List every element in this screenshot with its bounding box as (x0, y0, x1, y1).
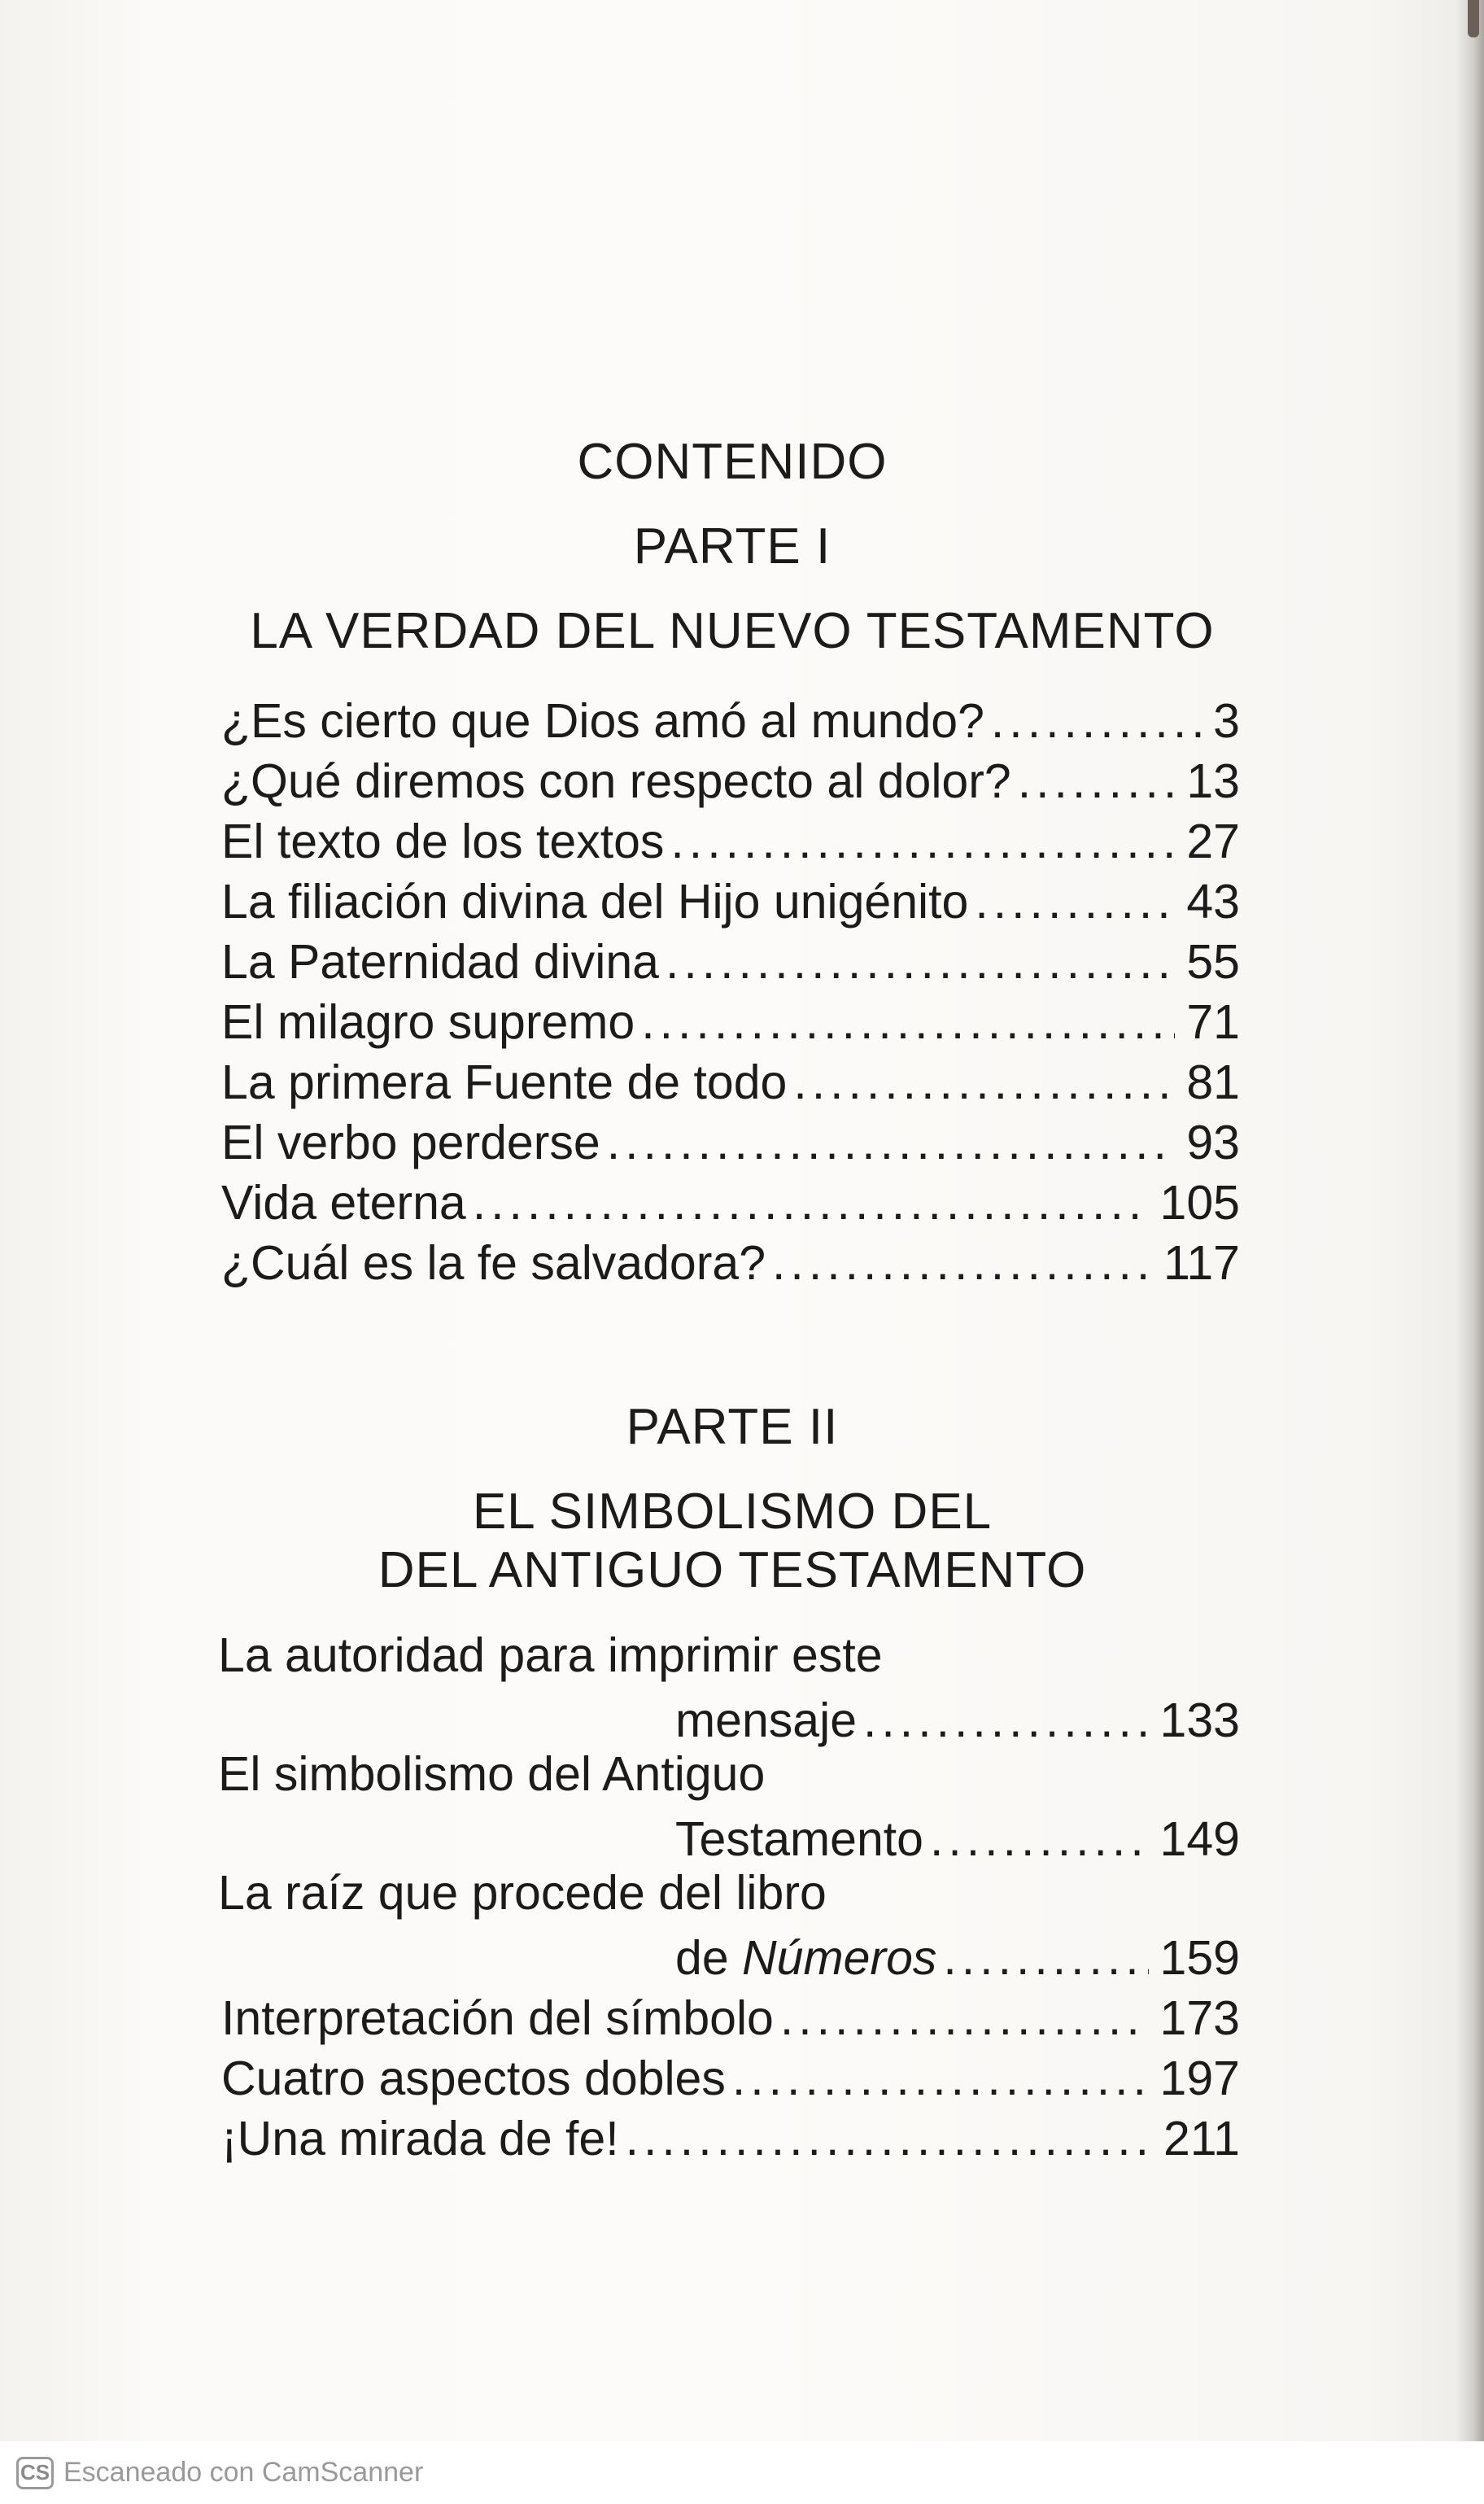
toc-entry-title: El milagro supremo (221, 995, 635, 1049)
toc-entry-page: 149 (1159, 1812, 1240, 1866)
toc-leader-dots (991, 693, 1202, 749)
toc-leader-dots (930, 1811, 1149, 1867)
scanner-watermark-text: Escaneado con CamScanner (63, 2457, 424, 2488)
toc-entry-page: 13 (1186, 754, 1240, 808)
toc-leader-dots (772, 1235, 1152, 1291)
toc-entry-title: Cuatro aspectos dobles (221, 2052, 726, 2105)
toc-entry-page: 211 (1163, 2112, 1240, 2165)
toc-entry-page: 197 (1159, 2052, 1240, 2105)
toc-entry-page: 105 (1159, 1176, 1240, 1230)
toc-leader-dots (626, 2111, 1152, 2166)
toc-entry-title: ¡Una mirada de fe! (221, 2112, 619, 2165)
toc-leader-dots (943, 1930, 1148, 1986)
toc-entry (221, 1807, 1240, 1867)
toc-entry-page: 55 (1186, 935, 1240, 989)
toc-entry (221, 2046, 1240, 2106)
toc-entry-page: 173 (1159, 1991, 1240, 2045)
toc-entry-page: 81 (1186, 1055, 1240, 1109)
toc-entry-title-line-2: mensaje (675, 1693, 858, 1747)
toc-entry-title: Vida eterna (221, 1176, 466, 1230)
toc-entry-title-line-1: La autoridad para imprimir este (218, 1628, 883, 1682)
toc-entry-title-line-1: El simbolismo del Antiguo (218, 1747, 766, 1801)
toc-entry-title: El texto de los textos (221, 815, 665, 868)
toc-leader-dots (666, 934, 1175, 990)
toc-entry-title: ¿Qué diremos con respecto al dolor? (221, 754, 1011, 808)
toc-leader-dots (780, 1991, 1149, 2046)
toc-entry-page: 43 (1186, 875, 1240, 929)
toc-entry (221, 2106, 1240, 2166)
toc-entry-page: 159 (1159, 1931, 1240, 1985)
toc-leader-dots (863, 1693, 1149, 1748)
toc-entry-title-prefix: de (675, 1931, 729, 1985)
part-2-label: PARTE II (626, 1399, 839, 1455)
toc-leader-dots (975, 874, 1175, 929)
toc-entry (221, 1925, 1240, 1986)
part-2-subtitle-line-2: DEL ANTIGUO TESTAMENTO (378, 1542, 1087, 1598)
toc-leader-dots (1018, 754, 1176, 809)
toc-entry-title: La primera Fuente de todo (221, 1055, 788, 1109)
toc-leader-dots (641, 994, 1175, 1050)
toc-entry-title: El verbo perderse (221, 1116, 600, 1169)
toc-entry-page: 71 (1186, 995, 1240, 1049)
scanner-footer (0, 2441, 1484, 2504)
toc-leader-dots (670, 814, 1175, 869)
toc-entry (221, 809, 1240, 869)
toc-leader-dots (607, 1115, 1176, 1170)
toc-entry (221, 990, 1240, 1050)
toc-entry-page: 93 (1186, 1116, 1240, 1169)
toc-entry (221, 1110, 1240, 1170)
part-2-subtitle-line-1: EL SIMBOLISMO DEL (472, 1484, 993, 1540)
toc-entry-title: ¿Cuál es la fe salvadora? (221, 1236, 766, 1290)
toc-entry-page: 27 (1186, 815, 1240, 868)
toc-leader-dots (793, 1055, 1175, 1110)
part-1-label: PARTE I (633, 518, 831, 575)
toc-entry-page: 133 (1159, 1693, 1240, 1747)
part-1-subtitle: LA VERDAD DEL NUEVO TESTAMENTO (250, 603, 1215, 659)
toc-entry-title-line-2: Testamento (675, 1812, 923, 1866)
toc-entry-title: ¿Es cierto que Dios amó al mundo? (221, 694, 984, 748)
toc-heading: CONTENIDO (577, 434, 888, 490)
toc-entry-title: La filiación divina del Hijo unigénito (221, 875, 969, 929)
toc-entry-page: 3 (1213, 694, 1240, 748)
toc-entry-title-line-2 (221, 1930, 936, 1986)
toc-entry (221, 1986, 1240, 2046)
toc-entry-title: La Paternidad divina (221, 935, 659, 989)
camscanner-logo-icon: CS (16, 2457, 54, 2489)
binding-mark (1468, 0, 1479, 37)
toc-entry (221, 1050, 1240, 1110)
toc-leader-dots (473, 1175, 1149, 1230)
toc-entry-title-line-1: La raíz que procede del libro (218, 1866, 827, 1920)
toc-entry (221, 869, 1240, 929)
toc-entry (221, 1230, 1240, 1291)
toc-entry-page: 117 (1163, 1236, 1240, 1290)
toc-leader-dots (732, 2051, 1149, 2106)
toc-entry (221, 688, 1240, 749)
toc-entry (221, 1170, 1240, 1230)
toc-entry (221, 1688, 1240, 1748)
toc-entry (221, 929, 1240, 990)
page-edge-shadow (1456, 0, 1484, 2441)
toc-entry (221, 749, 1240, 809)
toc-entry-title: Interpretación del símbolo (221, 1991, 774, 2045)
toc-entry-title-italic: Números (742, 1931, 937, 1985)
